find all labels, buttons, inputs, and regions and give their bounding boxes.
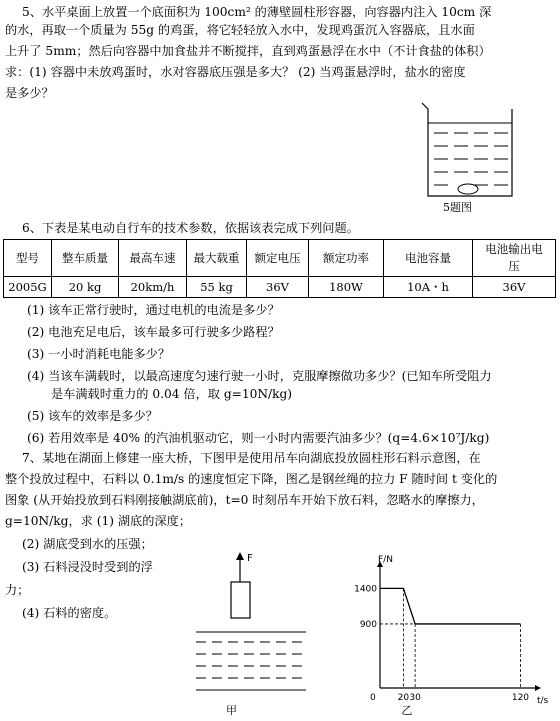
x-tick-label: 20 (397, 693, 410, 703)
p6-question-4-cont: 是车满载时重力的 0.04 倍，取 g=10N/kg) (51, 387, 293, 401)
p5-line-3: 上升了 5mm；然后向容器中加食盐并不断搅拌，直到鸡蛋悬浮在水中（不计食盐的体积） (5, 44, 491, 58)
header-cell: 电池容量 (384, 240, 473, 277)
figure-jia-label: 甲 (226, 704, 237, 717)
p5-figure-caption: 5题图 (443, 201, 472, 214)
figure-yi-label: 乙 (401, 704, 413, 717)
p7-line-4: g=10N/kg，求 (1) 湖底的深度； (5, 514, 191, 528)
beaker-outline (422, 103, 512, 196)
water-lines (434, 133, 508, 185)
table-cell: 2005G (4, 277, 52, 298)
table-cell: 36V (473, 277, 556, 298)
p7-line-1: 7、某地在湖面上修建一座大桥，下图甲是使用吊车向湖底投放圆柱形石料示意图，在 (22, 451, 481, 465)
p5-line-4: 求：(1) 容器中未放鸡蛋时，水对容器底压强是多大？ (2) 当鸡蛋悬浮时，盐水的密度 (5, 65, 466, 79)
table-cell: 20 kg (52, 277, 119, 298)
header-cell: 最高车速 (119, 240, 187, 277)
x-axis-label: t/s (537, 696, 549, 706)
y-tick-label: 1400 (354, 584, 377, 595)
table-cell: 36V (247, 277, 309, 298)
table-cell: 10A・h (384, 277, 473, 298)
x-axis-arrowhead (535, 685, 541, 691)
header-cell: 整车质量 (52, 240, 119, 277)
origin-label: 0 (370, 693, 376, 703)
header-cell: 额定电压 (247, 240, 309, 277)
y-tick-label: 900 (359, 619, 377, 630)
p7-line-5: (2) 湖底受到水的压强； (22, 537, 153, 551)
p7-line-8: (4) 石料的密度。 (22, 606, 117, 620)
spec-header-row (4, 240, 556, 277)
force-arrowhead (236, 552, 244, 560)
spec-table (3, 239, 556, 298)
p6-question-4: (4) 当该车满载时，以最高速度匀速行驶一小时，克服摩擦做功多少？(已知车所受阻力 (27, 369, 492, 383)
p7-line-2: 整个投放过程中，石料以 0.1m/s 的速度恒定下降，图乙是钢丝绳的拉力 F 随时间 t 变化的 (5, 472, 498, 486)
x-tick-label: 30 (409, 693, 421, 703)
egg (458, 184, 478, 194)
p6-question-3: (3) 一小时消耗电能多少？ (27, 347, 171, 361)
x-tick-label: 120 (511, 693, 530, 703)
p7-line-3: 图象 (从开始投放到石料刚接触湖底前)，t=0 时刻吊车开始下放石料，忽略水的摩擦力， (5, 493, 484, 507)
force-label: F (247, 553, 253, 564)
header-cell: 型号 (4, 240, 52, 277)
p5-line-2: 的水，再取一个质量为 55g 的鸡蛋，将它轻轻放入水中，发现鸡蛋沉入容器底，且水面 (5, 23, 475, 37)
p5-line-5: 是多少？ (5, 86, 54, 100)
lake-water-lines (196, 632, 306, 690)
p5-line-1: 5、水平桌面上放置一个底面积为 100cm² 的薄壁圆柱形容器，向容器内注入 10cm 深 (22, 5, 492, 19)
p7-line-6: (3) 石料浸没时受到的浮 (22, 560, 153, 574)
p6-question-6: (6) 若用效率是 40% 的汽油机驱动它，则一小时内需要汽油多少？(q=4.6×10⁷J/kg) (27, 431, 490, 445)
p6-intro: 6、下表是某电动自行车的技术参数，依据该表完成下列问题。 (22, 221, 359, 235)
table-cell: 180W (309, 277, 384, 298)
stone-block (231, 582, 250, 618)
p7-line-7: 力； (5, 583, 30, 597)
figure-jia (190, 548, 310, 720)
header-cell: 电池输出电压 (473, 240, 556, 277)
figure-yi-chart (345, 555, 550, 721)
spec-value-row (4, 277, 556, 298)
y-axis-label: F/N (378, 555, 393, 565)
series-line-F (380, 588, 520, 624)
table-cell: 55 kg (187, 277, 247, 298)
p6-question-2: (2) 电池充足电后，该车最多可行驶多少路程？ (27, 325, 280, 339)
p6-question-5: (5) 该车的效率是多少？ (27, 409, 158, 423)
header-cell: 额定功率 (309, 240, 384, 277)
p6-question-1: (1) 该车正常行驶时，通过电机的电流是多少？ (27, 303, 280, 317)
header-cell: 最大载重 (187, 240, 247, 277)
table-cell: 20km/h (119, 277, 187, 298)
